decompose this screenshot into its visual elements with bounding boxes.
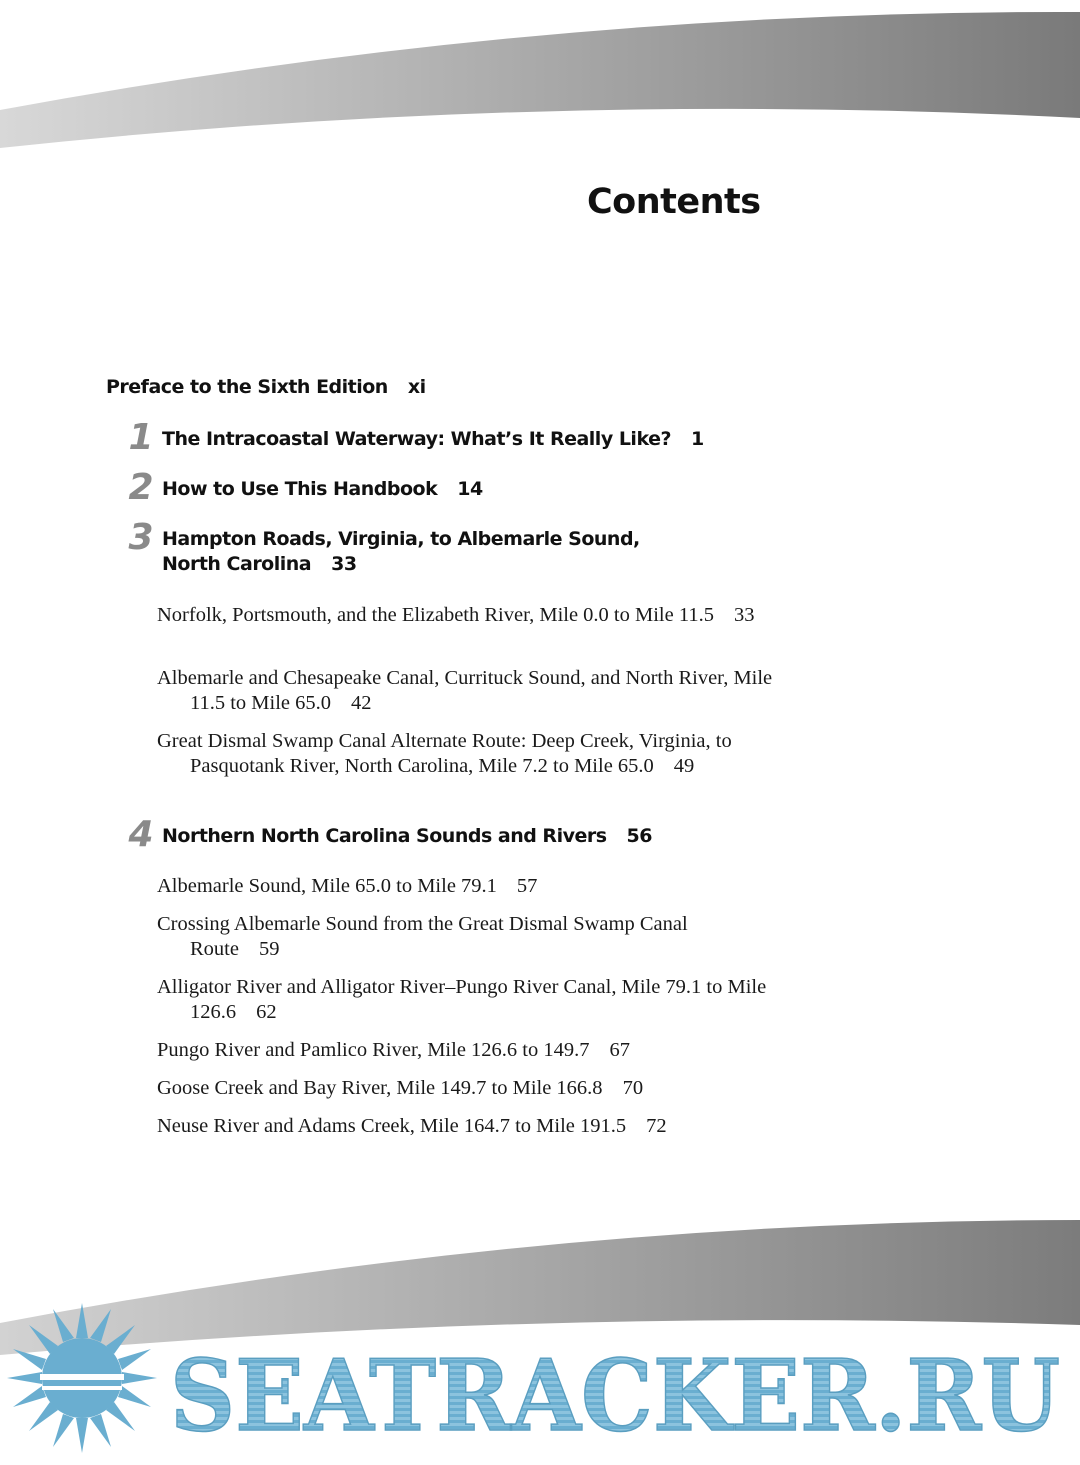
section-page: 33 — [733, 604, 755, 626]
seatracker-watermark — [0, 1300, 1080, 1465]
section-title: Great Dismal Swamp Canal Alternate Route: Deep Creek, Virginia, to Pasquotank River, North Carolina, Mile 7.2 to Mile 65.0 — [157, 730, 732, 777]
section-page: 42 — [351, 692, 372, 714]
chapter-page: 1 — [690, 428, 704, 450]
toc-section[interactable] — [157, 729, 780, 779]
toc-section[interactable] — [157, 666, 780, 716]
section-page: 49 — [673, 755, 695, 777]
section-page: 62 — [256, 1001, 277, 1023]
chapter-title-text: Northern North Carolina Sounds and Rivers — [162, 825, 607, 847]
chapter-title — [162, 824, 722, 849]
chapter-number: 2 — [128, 467, 154, 508]
section-title: Albemarle Sound, Mile 65.0 to Mile 79.1 — [157, 875, 497, 897]
top-swoosh-decoration — [0, 0, 1080, 160]
preface-label: Preface to the Sixth Edition — [106, 376, 388, 398]
chapter-number: 3 — [128, 517, 154, 558]
section-title: Pungo River and Pamlico River, Mile 126.6 to 149.7 — [157, 1039, 590, 1061]
toc-section[interactable] — [157, 1038, 780, 1063]
chapter-title-text: Hampton Roads, Virginia, to Albemarle Sound, North Carolina — [162, 528, 640, 575]
chapter-page: 56 — [626, 825, 652, 847]
chapter-title — [162, 477, 722, 502]
chapter-page: 33 — [331, 553, 357, 575]
watermark-text: SEATRACKER.RU — [170, 1339, 1060, 1454]
section-page: 59 — [258, 938, 280, 960]
sun-logo-icon — [7, 1303, 157, 1453]
page-title: Contents — [587, 182, 761, 222]
section-page: 67 — [609, 1039, 630, 1061]
toc-section[interactable] — [157, 1076, 780, 1101]
chapter-number: 1 — [128, 417, 154, 458]
section-title: Goose Creek and Bay River, Mile 149.7 to Mile 166.8 — [157, 1077, 603, 1099]
toc-section[interactable] — [157, 603, 780, 628]
chapter-title-text: The Intracoastal Waterway: What’s It Really Like? — [162, 428, 671, 450]
chapter-title-text: How to Use This Handbook — [162, 478, 438, 500]
chapter-title — [162, 527, 692, 577]
chapter-title — [162, 427, 722, 452]
toc-section[interactable] — [157, 912, 780, 962]
section-title: Norfolk, Portsmouth, and the Elizabeth River, Mile 0.0 to Mile 11.5 — [157, 604, 714, 626]
toc-section[interactable] — [157, 975, 780, 1025]
section-title: Neuse River and Adams Creek, Mile 164.7 to Mile 191.5 — [157, 1115, 627, 1137]
section-title: Alligator River and Alligator River–Pungo River Canal, Mile 79.1 to Mile 126.6 — [157, 976, 767, 1023]
toc-section[interactable] — [157, 874, 780, 899]
chapter-page: 14 — [457, 478, 483, 500]
section-page: 72 — [646, 1115, 667, 1137]
toc-preface[interactable] — [106, 376, 426, 398]
section-title: Crossing Albemarle Sound from the Great Dismal Swamp Canal Route — [157, 913, 688, 960]
section-page: 70 — [622, 1077, 644, 1099]
chapter-number: 4 — [128, 814, 154, 855]
section-title: Albemarle and Chesapeake Canal, Currituck Sound, and North River, Mile 11.5 to Mile 65.0 — [157, 667, 773, 714]
preface-page: xi — [407, 376, 426, 398]
section-page: 57 — [516, 875, 538, 897]
toc-section[interactable] — [157, 1114, 780, 1139]
